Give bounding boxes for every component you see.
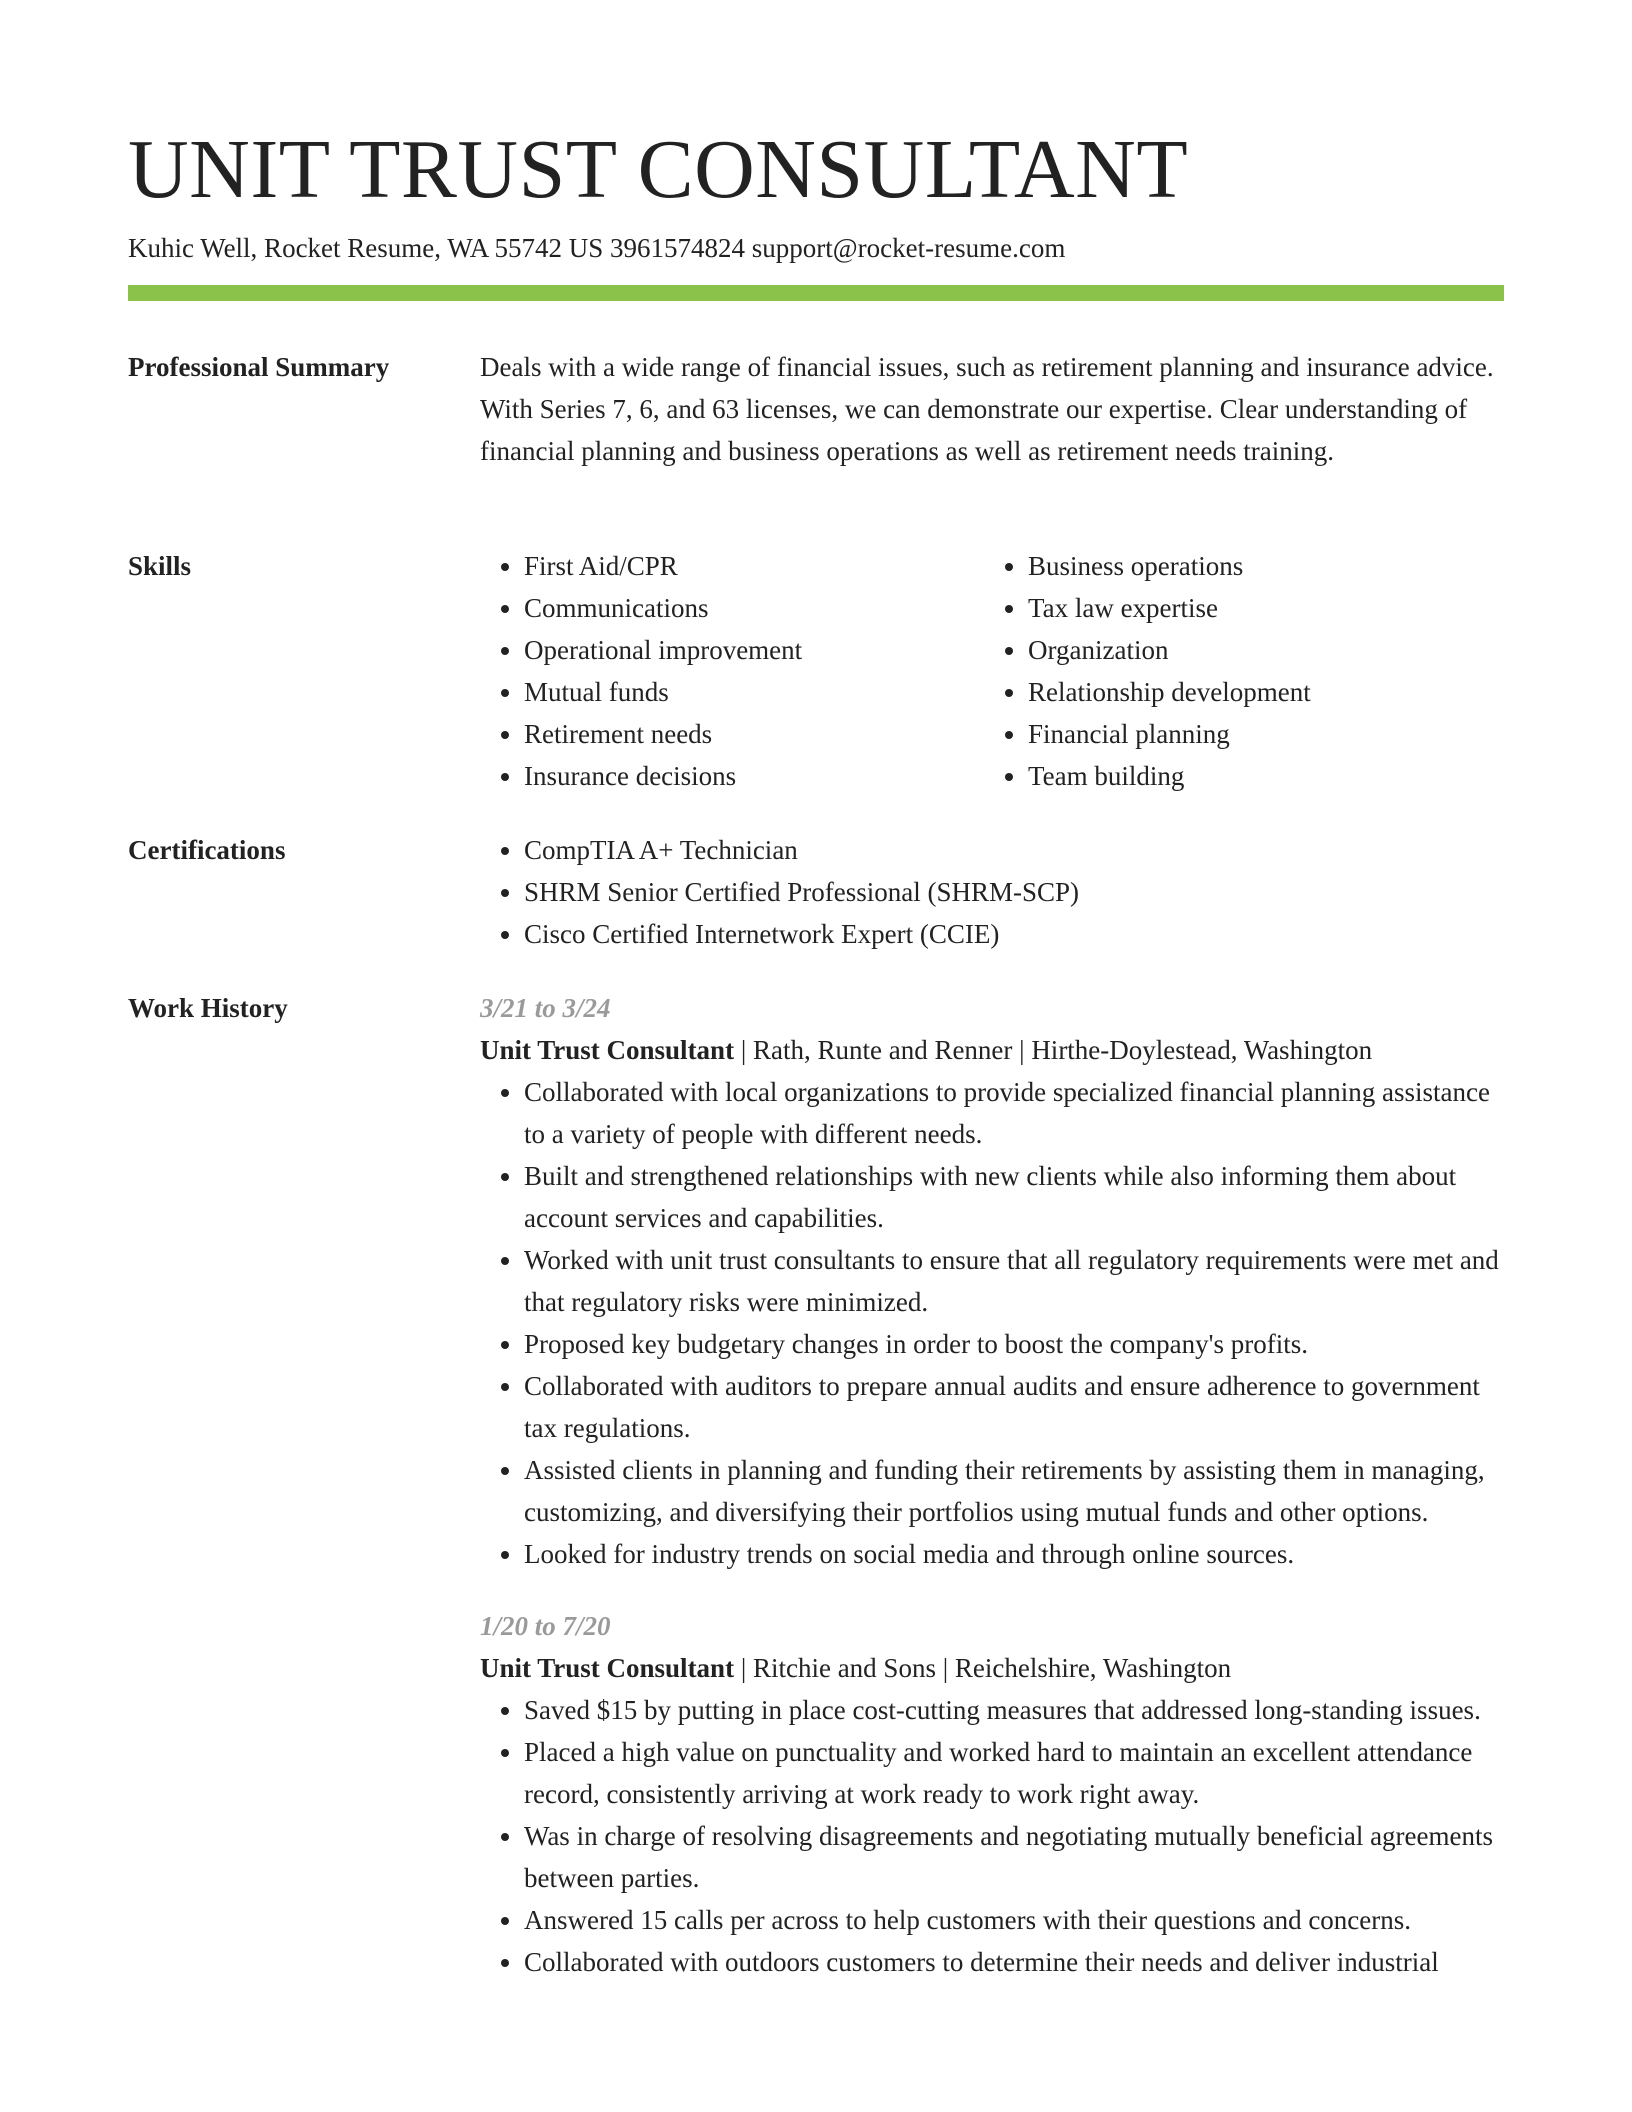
job-entry xyxy=(480,1605,1504,1983)
contact-line: Kuhic Well, Rocket Resume, WA 55742 US 3961574824 support@rocket-resume.com xyxy=(128,233,1066,263)
skill-item: • Business operations xyxy=(1028,545,1488,587)
summary-body xyxy=(480,346,1504,472)
job-bullet: • Collaborated with auditors to prepare annual audits and ensure adherence to government tax regulations. xyxy=(524,1365,1504,1449)
skill-item: • Retirement needs xyxy=(524,713,984,755)
skill-item: • Mutual funds xyxy=(524,671,984,713)
job-bullet: • Was in charge of resolving disagreements and negotiating mutually beneficial agreements between parties. xyxy=(524,1815,1504,1899)
certifications-title: Certifications xyxy=(128,835,286,865)
job-bullets xyxy=(480,1071,1504,1575)
job-bullet: • Saved $15 by putting in place cost-cutting measures that addressed long-standing issues. xyxy=(524,1689,1504,1731)
job-header-line xyxy=(480,1029,1504,1071)
job-bullet: • Collaborated with local organizations to provide specialized financial planning assistance to a variety of people with different needs. xyxy=(524,1071,1504,1155)
job-bullet: • Built and strengthened relationships with new clients while also informing them about account services and capabilities. xyxy=(524,1155,1504,1239)
job-bullet: • Answered 15 calls per across to help customers with their questions and concerns. xyxy=(524,1899,1504,1941)
skill-item: • Communications xyxy=(524,587,984,629)
job-title: Unit Trust Consultant xyxy=(480,1035,735,1065)
certification-item: • Cisco Certified Internetwork Expert (CCIE) xyxy=(524,913,1504,955)
job-bullet: • Proposed key budgetary changes in order to boost the company's profits. xyxy=(524,1323,1504,1365)
accent-divider xyxy=(128,285,1504,301)
summary-text: Deals with a wide range of financial issues, such as retirement planning and insurance advice. With Series 7, 6, and 63 licenses, we can demonstrate our expertise. Clear understanding of financial planning and business operations as well as retirement needs training. xyxy=(480,352,1494,466)
job-entry xyxy=(480,987,1504,1575)
job-dates: 3/21 to 3/24 xyxy=(480,993,611,1023)
job-title: Unit Trust Consultant xyxy=(480,1653,735,1683)
job-bullet: • Collaborated with outdoors customers to determine their needs and deliver industrial xyxy=(524,1941,1504,1983)
job-bullet: • Assisted clients in planning and funding their retirements by assisting them in managing, customizing, and diversifying their portfolios using mutual funds and other options. xyxy=(524,1449,1504,1533)
job-header-line xyxy=(480,1647,1504,1689)
skills-column-left xyxy=(480,545,984,797)
skills-body xyxy=(480,545,1504,797)
skill-item: • Organization xyxy=(1028,629,1488,671)
job-bullet: • Placed a high value on punctuality and worked hard to maintain an excellent attendance record, consistently arriving at work ready to work right away. xyxy=(524,1731,1504,1815)
job-dates: 1/20 to 7/20 xyxy=(480,1611,611,1641)
skill-item: • Insurance decisions xyxy=(524,755,984,797)
skill-item: • Relationship development xyxy=(1028,671,1488,713)
skill-item: • Operational improvement xyxy=(524,629,984,671)
certifications-body xyxy=(480,829,1504,955)
job-bullet: • Looked for industry trends on social media and through online sources. xyxy=(524,1533,1504,1575)
resume-name-heading: UNIT TRUST CONSULTANT xyxy=(128,123,1189,216)
job-bullets xyxy=(480,1689,1504,1983)
job-details: | Rath, Runte and Renner | Hirthe-Doylestead, Washington xyxy=(734,1035,1373,1065)
skills-column-right xyxy=(984,545,1488,797)
job-details: | Ritchie and Sons | Reichelshire, Washington xyxy=(734,1653,1232,1683)
work-history-title: Work History xyxy=(128,993,288,1023)
skills-title: Skills xyxy=(128,551,192,581)
skill-item: • Financial planning xyxy=(1028,713,1488,755)
skill-item: • Team building xyxy=(1028,755,1488,797)
work-history-body xyxy=(480,987,1504,2013)
job-bullet: • Worked with unit trust consultants to ensure that all regulatory requirements were met and that regulatory risks were minimized. xyxy=(524,1239,1504,1323)
summary-title: Professional Summary xyxy=(128,352,390,382)
certification-item: • SHRM Senior Certified Professional (SHRM-SCP) xyxy=(524,871,1504,913)
skill-item: • First Aid/CPR xyxy=(524,545,984,587)
skill-item: • Tax law expertise xyxy=(1028,587,1488,629)
certification-item: • CompTIA A+ Technician xyxy=(524,829,1504,871)
